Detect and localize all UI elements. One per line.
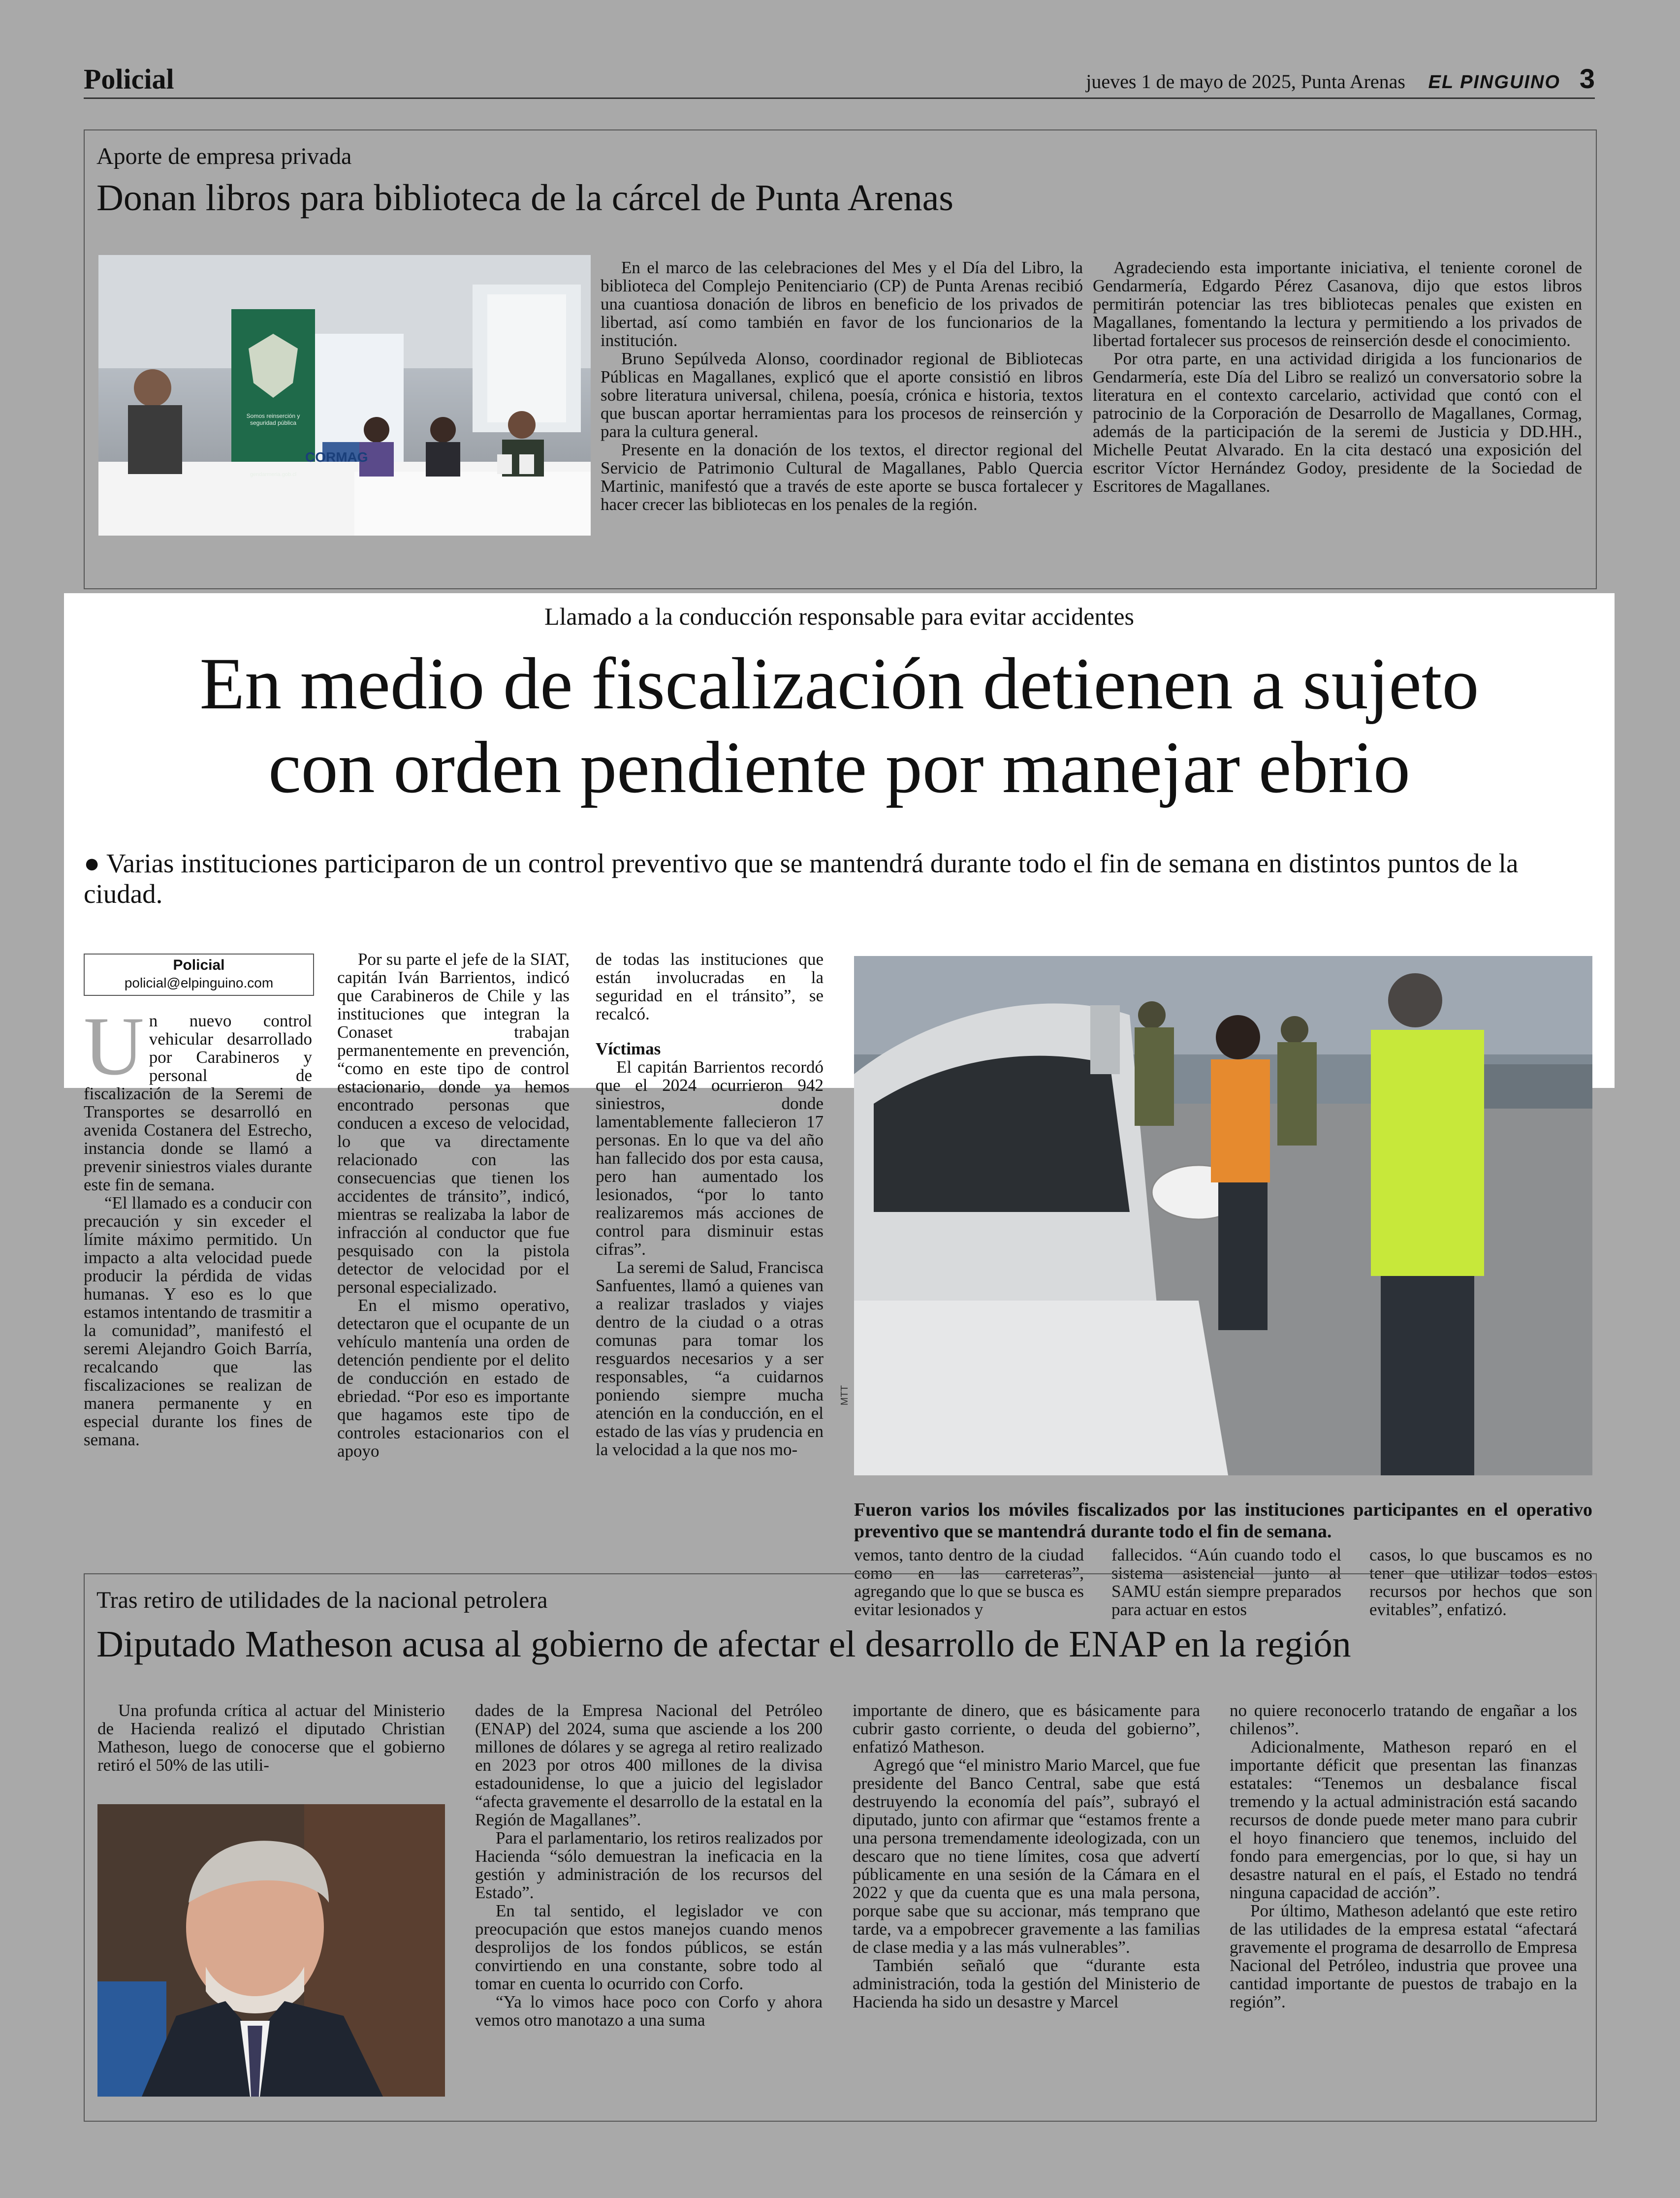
dropcap-letter: U	[84, 1000, 144, 1092]
article-column-3	[596, 950, 824, 1459]
paragraph: Agregó que “el ministro Mario Marcel, que fue presidente del Banco Central, sabe que está destruyendo la economía del país”, subrayó el diputado, junto con afirmar que “estamos frente a una persona tremendamente ideologizada, con un descaro que no tiene límites, cosa que advertí públicamente en una sesión de la Cámara en el 2022 y que da cuenta que es una mala persona, porque sabe que su accionar, más temprano que tarde, va a empobrecer gravemente a las familias de clase media y a las más vulnerables”.	[853, 1755, 1200, 1957]
article-column-3	[853, 1701, 1200, 2011]
photo-caption: Fueron varios los móviles fiscalizados por las instituciones participantes en el operativo preventivo que se mantendrá durante todo el fin de semana.	[854, 1499, 1592, 1542]
paragraph: La seremi de Salud, Francisca Sanfuentes, llamó a quienes van a realizar traslados y viajes dentro de la ciudad o a otras comunas para tomar los resguardos necesarios y a ser responsables, “a cuidarnos poniendo siempre mucha atención en la conducción, en el estado de las vías y prudencia en la velocidad a la que nos mo-	[596, 1258, 824, 1459]
cormag-board-text: CORMAG	[305, 449, 368, 465]
article-kicker: Tras retiro de utilidades de la nacional petrolera	[96, 1587, 548, 1613]
paragraph: Por último, Matheson adelantó que este retiro de las utilidades de la empresa estatal “afectará gravemente el programa de desarrollo de Empresa Nacional del Petróleo, industria que provee una cantidad importante de puestos de trabajo en la región”.	[1230, 1901, 1577, 2011]
paragraph: Adicionalmente, Matheson reparó en el importante déficit que presentan las finanzas estatales: “Tenemos un desbalance fiscal tremendo y la actual administración está sacando recursos de donde puede meter mano para cubrir el hoyo financiero que tenemos, incluido del fondo para emergencias, por lo que, si hay un desastre natural en el país, el Estado no tendrá ninguna capacidad de acción”.	[1230, 1737, 1577, 1902]
paragraph: no quiere reconocerlo tratando de engañar a los chilenos”.	[1230, 1701, 1577, 1738]
portrait-photo	[97, 1804, 445, 2097]
paragraph: Bruno Sepúlveda Alonso, coordinador regional de Bibliotecas Públicas en Magallanes, explicó que el aporte consistió en libros sobre literatura universal, chilena, poesía, crónica e historia, textos que buscan aportar herramientas para los procesos de reinserción y para la cultura general.	[601, 349, 1083, 441]
banner-text: Somos reinserción y seguridad pública	[246, 413, 300, 426]
paragraph: dades de la Empresa Nacional del Petróleo (ENAP) del 2024, suma que asciende a los 200 millones de dólares y se agrega al retiro realizado en 2023 por otros 400 millones de la divisa estadounidense, lo que a juicio del legislador “afecta gravemente el desarrollo de la estatal en la Región de Magallanes”.	[475, 1701, 823, 1829]
paragraph: Para el parlamentario, los retiros realizados por Hacienda “sólo demuestran la ineficacia en la gestión y administración de los recursos del Estado”.	[475, 1828, 823, 1902]
paragraph: casos, lo que buscamos es no tener que utilizar todos estos recursos por hechos que son evitables”, enfatizó.	[1369, 1545, 1592, 1619]
paragraph: Presente en la donación de los textos, el director regional del Servicio de Patrimonio Cultural de Magallanes, Pablo Quercia Martinic, manifestó que a través de este aporte se busca fortalecer y hacer crecer las bibliotecas en los penales de la región.	[601, 440, 1083, 514]
bullet-icon: ●	[84, 848, 100, 878]
photo-credit: MTT	[839, 1385, 850, 1405]
paragraph: Agradeciendo esta importante iniciativa, el teniente coronel de Gendarmería, Edgardo Pérez Casanova, dijo que estos libros permitirán potenciar las tres bibliotecas penales que existen en Magallanes, fomentando la lectura y permitiendo a los privados de libertad fortalecer sus procesos de reinserción desde el conocimiento.	[1093, 258, 1582, 350]
article-column-2	[475, 1701, 823, 2029]
page-header	[84, 63, 1595, 99]
paragraph: “El llamado es a conducir con precaución y sin exceder el límite máximo permitido. Un impacto a alta velocidad puede producir la pérdida de vidas humanas. Y eso es lo que estamos intentando de trasmitir a la comunidad”, manifestó el seremi Alejandro Goich Barría, recalcando que las fiscalizaciones se realizan de manera permanente y en especial durante los fines de semana.	[84, 1193, 312, 1449]
article-column-4	[1230, 1701, 1577, 2011]
paragraph: En el marco de las celebraciones del Mes y el Día del Libro, la biblioteca del Complejo Penitenciario (CP) de Punta Arenas recibió una cuantiosa donación de libros en beneficio de los privados de libertad, así como también en favor de los funcionarios de la institución.	[601, 258, 1083, 350]
article-headline-line-1: En medio de fiscalización detienen a sujeto	[199, 643, 1479, 725]
article-headline: Donan libros para biblioteca de la cárcel de Punta Arenas	[96, 177, 953, 219]
section-label: Policial	[84, 63, 174, 95]
paragraph: fallecidos. “Aún cuando todo el sistema asistencial junto al SAMU están siempre preparados para actuar en estos	[1111, 1545, 1341, 1619]
subhead-victims: Víctimas	[596, 1039, 661, 1058]
page-number: 3	[1579, 63, 1595, 94]
photo-illustration	[98, 255, 591, 536]
lead-text: Varias instituciones participaron de un control preventivo que se mantendrá durante todo el fin de semana en distintos puntos de la ciudad.	[84, 848, 1519, 909]
traffic-photo-illustration	[854, 956, 1592, 1475]
paragraph: Una profunda crítica al actuar del Ministerio de Hacienda realizó el diputado Christian Matheson, luego de conocerse que el gobierno retiró el 50% de las utili-	[97, 1701, 445, 1775]
article-headline-line-2: con orden pendiente por manejar ebrio	[268, 727, 1410, 808]
article-headline: Diputado Matheson acusa al gobierno de afectar el desarrollo de ENAP en la región	[96, 1624, 1351, 1665]
paragraph: En tal sentido, el legislador ve con preocupación que estos manejos cuando menos desprolijos de los fondos públicos, se están convirtiendo en una constante, sobre todo al tomar en cuenta lo ocurrido con Corfo.	[475, 1901, 823, 1993]
photo-scene	[854, 956, 1592, 1475]
article-column-1	[84, 1000, 312, 1449]
paragraph: Por su parte el jefe de la SIAT, capitán Iván Barrientos, indicó que Carabineros de Chile y las instituciones que integran la Conaset trabajan permanentemente en prevención, “como en este tipo de control estacionario, donde ya hemos encontrado personas que conducen a exceso de velocidad, lo que va directamente relacionado con las consecuencias que tienen los accidentes de tránsito”, indicó, mientras se realizaba la labor de infracción al conductor que fue pesquisado con la pistola detector de velocidad por el personal especializado.	[337, 950, 570, 1297]
paragraph: importante de dinero, que es básicamente para cubrir gasto corriente, o deuda del gobierno”, enfatizó Matheson.	[853, 1701, 1200, 1756]
paragraph: “Ya lo vimos hace poco con Corfo y ahora vemos otro manotazo a una suma	[475, 1992, 823, 2030]
article-column-1	[601, 258, 1083, 513]
paragraph: También señaló que “durante esta administración, toda la gestión del Ministerio de Hacienda ha sido un desastre y Marcel	[853, 1956, 1200, 2011]
paragraph: Por otra parte, en una actividad dirigida a los funcionarios de Gendarmería, este Día del Libro se realizó un conversatorio sobre la literatura en el contexto carcelario, actividad que contó con el patrocinio de la Corporación de Desarrollo de Magallanes, Cormag, además de la participación de la seremi de Justicia y DD.HH., Michelle Peutat Alvarado. En la cita destacó una exposición del escritor Víctor Hernández Godoy, presidente de la Sociedad de Escritores de Magallanes.	[1093, 349, 1582, 496]
article-column-2	[337, 950, 570, 1460]
byline-email: policial@elpinguino.com	[124, 975, 274, 990]
newspaper-logo: EL PINGUINO	[1428, 72, 1560, 93]
paragraph: n nuevo control vehicular desarrollado por Carabineros y personal de fiscalización de la Seremi de Transportes se desarrolló en avenida Costanera del Estrecho, instancia donde se llamó a prevenir siniestros viales durante este fin de semana.	[84, 1011, 312, 1194]
article-column-1	[97, 1701, 445, 1774]
library-donation-photo	[98, 255, 591, 536]
byline-box	[84, 954, 314, 996]
portrait-illustration	[97, 1804, 445, 2097]
article-kicker: Llamado a la conducción responsable para evitar accidentes	[544, 603, 1135, 630]
paragraph: vemos, tanto dentro de la ciudad como en las carreteras”, agregando que lo que se busca es evitar lesionados y	[854, 1545, 1084, 1619]
issue-date: jueves 1 de mayo de 2025, Punta Arenas	[1086, 70, 1405, 93]
article-enap	[84, 1573, 1597, 2122]
article-kicker: Aporte de empresa privada	[96, 143, 352, 169]
paragraph: El capitán Barrientos recordó que el 2024 ocurrieron 942 siniestros, donde lamentablemente fallecieron 17 personas. En lo que va del año han fallecido dos por esta causa, pero han aumentado los lesionados, “por lo tanto realizaremos más acciones de control para disminuir estas cifras”.	[596, 1057, 824, 1259]
article-column-2	[1093, 258, 1582, 495]
byline-section: Policial	[173, 957, 225, 973]
paragraph: de todas las instituciones que están involucradas en la seguridad en el tránsito”, se recalcó.	[596, 950, 824, 1023]
banner-url: gendarmeria.gob.cl	[250, 472, 297, 478]
article-book-donation	[84, 129, 1597, 589]
article-lead	[84, 848, 1570, 909]
paragraph: En el mismo operativo, detectaron que el ocupante de un vehículo mantenía una orden de detención pendiente por el delito de conducción en estado de ebriedad. “Por eso es importante que hagamos este tipo de controles estacionarios con el apoyo	[337, 1296, 570, 1461]
